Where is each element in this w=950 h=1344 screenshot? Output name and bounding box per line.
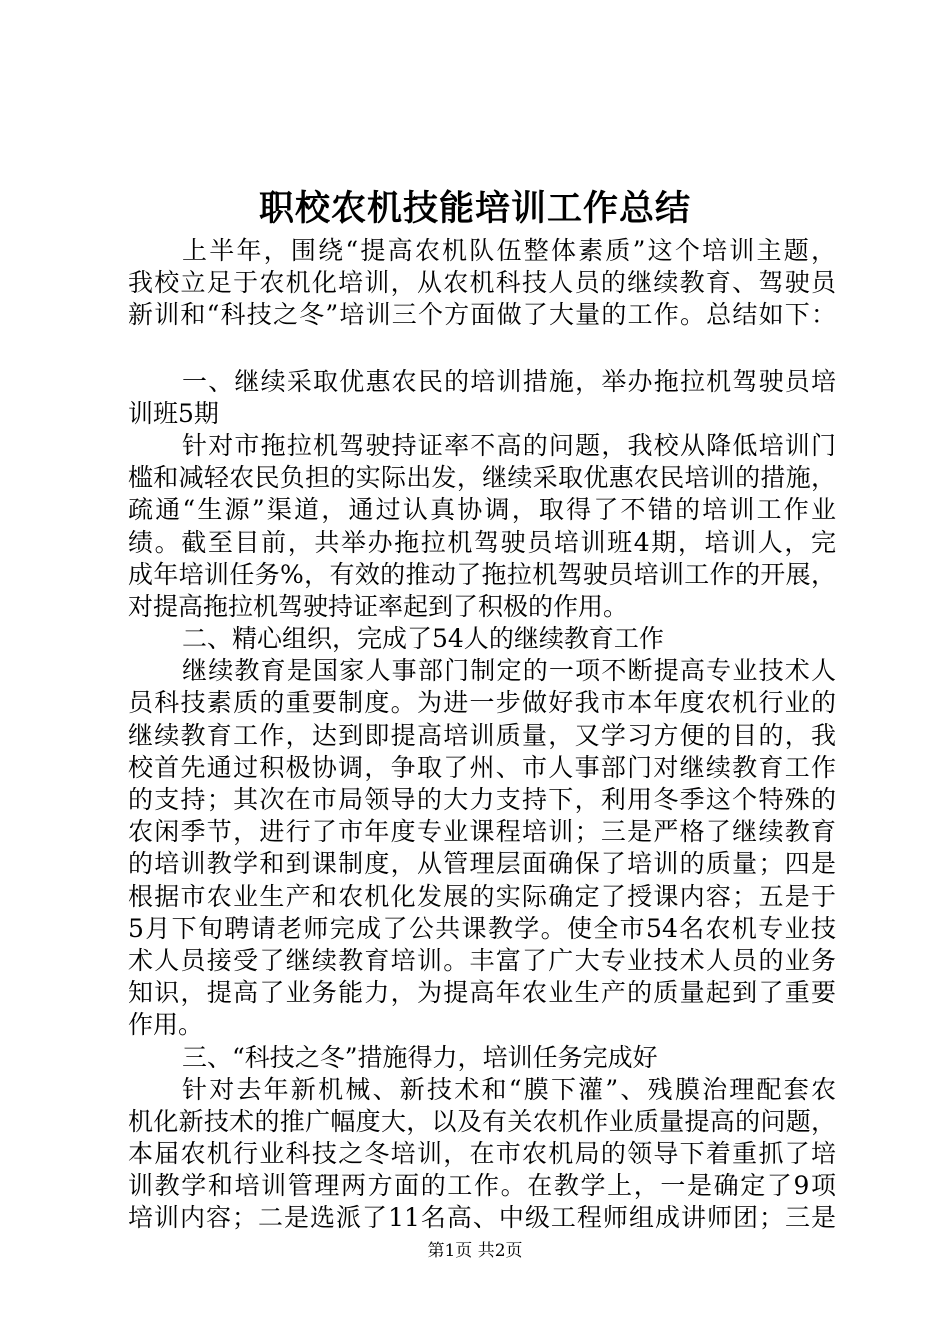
paragraph-line: 农闲季节，进行了市年度专业课程培训；三是严格了继续教育 xyxy=(128,817,836,847)
section3-heading: 三、“科技之冬”措施得力，培训任务完成好 xyxy=(182,1042,658,1072)
paragraph-line: 新训和“科技之冬”培训三个方面做了大量的工作。总结如下： xyxy=(128,300,836,330)
heading-line: 训班5期 xyxy=(128,398,219,428)
paragraph-line: 针对市拖拉机驾驶持证率不高的问题，我校从降低培训门 xyxy=(182,430,836,460)
paragraph-line: 的支持；其次在市局领导的大力支持下，利用冬季这个特殊的 xyxy=(128,785,836,814)
paragraph-line: 对提高拖拉机驾驶持证率起到了积极的作用。 xyxy=(128,591,629,621)
document-body xyxy=(128,235,836,1235)
paragraph-line: 5月下旬聘请老师完成了公共课教学。使全市54名农机专业技 xyxy=(128,913,836,943)
section3-paragraph xyxy=(128,1074,836,1235)
section2-heading: 二、精心组织，完成了54人的继续教育工作 xyxy=(182,624,664,654)
paragraph-line: 员科技素质的重要制度。为进一步做好我市本年度农机行业的 xyxy=(128,688,836,718)
paragraph-line: 的培训教学和到课制度，从管理层面确保了培训的质量；四是 xyxy=(128,849,836,879)
page-number-footer: 第1页 共2页 xyxy=(427,1241,523,1261)
document-title: 职校农机技能培训工作总结 xyxy=(258,189,691,229)
paragraph-line: 根据市农业生产和农机化发展的实际确定了授课内容；五是于 xyxy=(128,881,836,911)
paragraph-line: 本届农机行业科技之冬培训，在市农机局的领导下着重抓了培 xyxy=(128,1139,836,1169)
paragraph-line: 校首先通过积极协调，争取了州、市人事部门对继续教育工作 xyxy=(128,752,836,782)
heading-line: 一、继续采取优惠农民的培训措施，举办拖拉机驾驶员培 xyxy=(182,366,836,396)
paragraph-line: 成年培训任务%，有效的推动了拖拉机驾驶员培训工作的开展， xyxy=(128,559,836,589)
section1-paragraph xyxy=(128,430,836,623)
paragraph-line: 继续教育工作，达到即提高培训质量，又学习方便的目的，我 xyxy=(128,720,836,750)
paragraph-line: 上半年，围绕“提高农机队伍整体素质”这个培训主题， xyxy=(182,236,836,265)
intro-paragraph xyxy=(128,235,836,332)
paragraph-line: 训教学和培训管理两方面的工作。在教学上，一是确定了9项 xyxy=(128,1171,836,1201)
section2-paragraph xyxy=(128,655,836,1041)
section1-heading xyxy=(128,366,836,430)
paragraph-line: 我校立足于农机化培训，从农机科技人员的继续教育、驾驶员 xyxy=(128,268,836,298)
paragraph-line: 绩。截至目前，共举办拖拉机驾驶员培训班4期，培训人，完 xyxy=(128,527,836,557)
paragraph-line: 针对去年新机械、新技术和“膜下灌”、残膜治理配套农 xyxy=(182,1074,836,1104)
paragraph-line: 槛和减轻农民负担的实际出发，继续采取优惠农民培训的措施， xyxy=(128,463,836,493)
paragraph-line: 作用。 xyxy=(128,1010,204,1040)
paragraph-line: 机化新技术的推广幅度大，以及有关农机作业质量提高的问题， xyxy=(128,1106,836,1136)
paragraph-line: 培训内容；二是选派了11名高、中级工程师组成讲师团；三是 xyxy=(128,1203,836,1233)
paragraph-line: 疏通“生源”渠道，通过认真协调，取得了不错的培训工作业 xyxy=(128,495,836,525)
paragraph-line: 知识，提高了业务能力，为提高年农业生产的质量起到了重要 xyxy=(128,978,836,1008)
paragraph-line: 术人员接受了继续教育培训。丰富了广大专业技术人员的业务 xyxy=(128,945,836,975)
paragraph-line: 继续教育是国家人事部门制定的一项不断提高专业技术人 xyxy=(182,656,836,686)
